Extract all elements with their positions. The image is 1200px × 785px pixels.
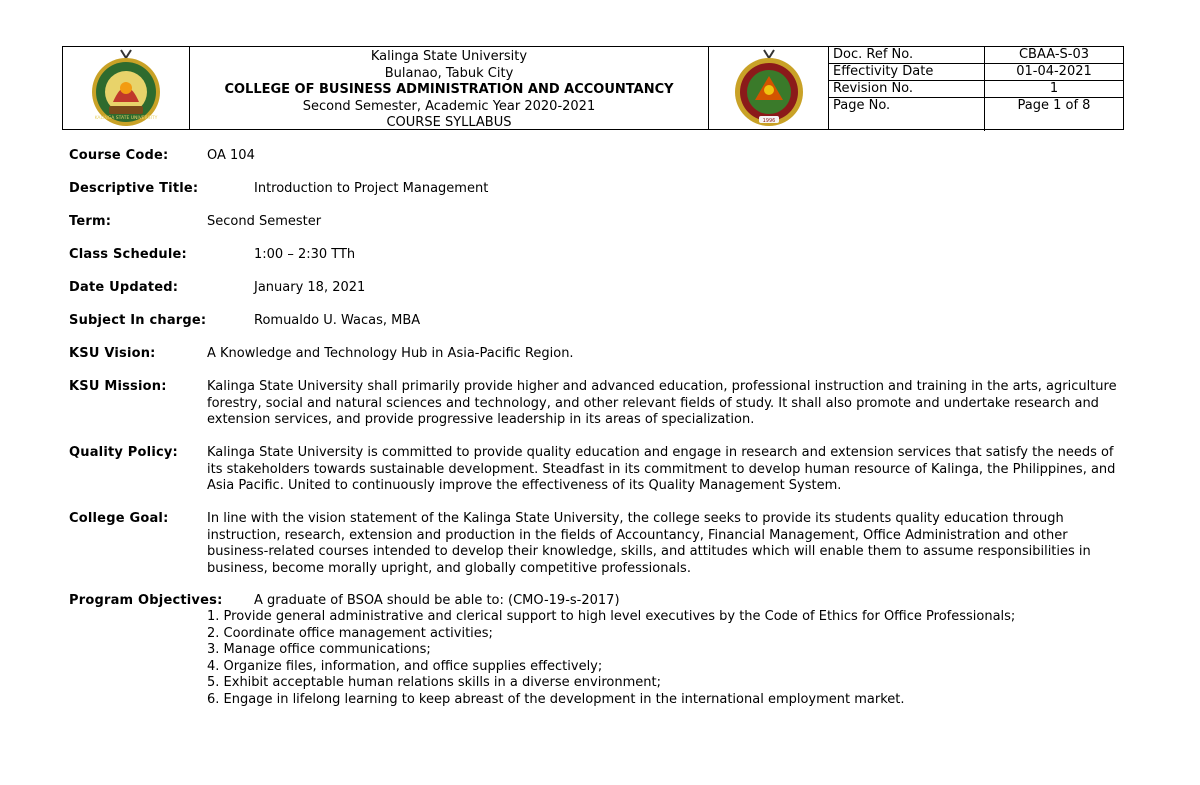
meta-value: Page 1 of 8 <box>984 98 1123 131</box>
descriptive-title-label: Descriptive Title: <box>69 181 199 196</box>
meta-key: Revision No. <box>833 81 914 96</box>
meta-value: CBAA-S-03 <box>984 47 1123 63</box>
meta-value: 1 <box>984 81 1123 97</box>
course-code-label: Course Code: <box>69 148 169 163</box>
meta-row-revision <box>829 81 1123 98</box>
program-objectives-intro: A graduate of BSOA should be able to: (CMO-19-s-2017) <box>254 593 620 608</box>
university-name: Kalinga State University <box>370 49 528 64</box>
subject-incharge-label: Subject In charge: <box>69 313 207 328</box>
seal-left-text: KALINGA STATE UNIVERSITY <box>94 116 158 121</box>
college-goal-text: In line with the vision statement of the Kalinga State University, the college seeks to provide its students quality education through instruction, research, extension and production in the fields of Accountancy, Financial Management, Office Administration and other business-related courses intended to develop their knowledge, skills, and attitudes which will enable them to assume responsibilities in business, become morally upright, and globally competitive professionals. <box>207 511 1091 576</box>
program-objectives-label: Program Objectives: <box>69 593 223 608</box>
objective-item: 2. Coordinate office management activities; <box>207 625 493 641</box>
semester-text: Second Semester, Academic Year 2020-2021 <box>302 98 596 114</box>
subject-incharge-value: Romualdo U. Wacas, MBA <box>254 313 421 328</box>
term-label: Term: <box>69 214 112 229</box>
objective-item: 6. Engage in lifelong learning to keep abreast of the development in the international employment market. <box>207 691 905 707</box>
course-code-value: OA 104 <box>207 148 255 163</box>
meta-row-effectivity <box>829 64 1123 81</box>
ksu-vision-label: KSU Vision: <box>69 346 156 361</box>
quality-policy-text: Kalinga State University is committed to provide quality education and engage in research and extension services that satisfy the needs of its stakeholders towards sustainable development. Steadfast in its commitment to develop human resource of Kalinga, the Philippines, and Asia Pacific. United to continuously improve the effectiveness of its Quality Management System. <box>207 445 1116 493</box>
meta-key: Doc. Ref No. <box>833 47 914 62</box>
meta-value: 01-04-2021 <box>984 64 1123 80</box>
program-objectives-list <box>207 609 1015 708</box>
objective-item: 5. Exhibit acceptable human relations skills in a diverse environment; <box>207 675 661 690</box>
meta-key: Effectivity Date <box>833 64 934 79</box>
logo-cell-left <box>63 47 190 129</box>
term-value: Second Semester <box>207 214 322 229</box>
college-goal-label: College Goal: <box>69 511 169 526</box>
quality-policy-label: Quality Policy: <box>69 445 178 460</box>
class-schedule-label: Class Schedule: <box>69 247 187 262</box>
meta-key: Page No. <box>833 98 891 113</box>
document-type: COURSE SYLLABUS <box>386 115 512 130</box>
descriptive-title-value: Introduction to Project Management <box>254 181 489 196</box>
meta-row-page <box>829 98 1123 131</box>
date-updated-label: Date Updated: <box>69 280 179 295</box>
ksu-mission-label: KSU Mission: <box>69 379 167 394</box>
meta-row-doc-ref <box>829 47 1123 64</box>
university-location: Bulanao, Tabuk City <box>384 65 514 81</box>
ksu-mission-text: Kalinga State University shall primarily provide higher and advanced education, professional instruction and training in the arts, agriculture forestry, social and natural sciences and technology, and other relevant fields of study. It shall also promote and undertake research and extension services, and provide progressive leadership in its areas of specialization. <box>207 379 1117 427</box>
date-updated-value: January 18, 2021 <box>254 280 366 295</box>
ksu-seal-left <box>81 48 171 130</box>
ksu-medal-seal-right <box>731 48 807 130</box>
college-name: COLLEGE OF BUSINESS ADMINISTRATION AND ACCOUNTANCY <box>224 82 674 97</box>
objective-item: 1. Provide general administrative and clerical support to high level executives by the Code of Ethics for Office Professionals; <box>207 609 1016 624</box>
logo-cell-right <box>709 47 829 129</box>
seal-right-year: 1996 <box>762 118 776 124</box>
document-header <box>62 46 1124 130</box>
header-title-cell <box>190 47 709 129</box>
document-meta <box>829 47 1123 129</box>
objective-item: 4. Organize files, information, and office supplies effectively; <box>207 658 603 674</box>
objective-item: 3. Manage office communications; <box>207 642 431 657</box>
ksu-vision-text: A Knowledge and Technology Hub in Asia-Pacific Region. <box>207 346 574 361</box>
class-schedule-value: 1:00 – 2:30 TTh <box>254 247 356 262</box>
